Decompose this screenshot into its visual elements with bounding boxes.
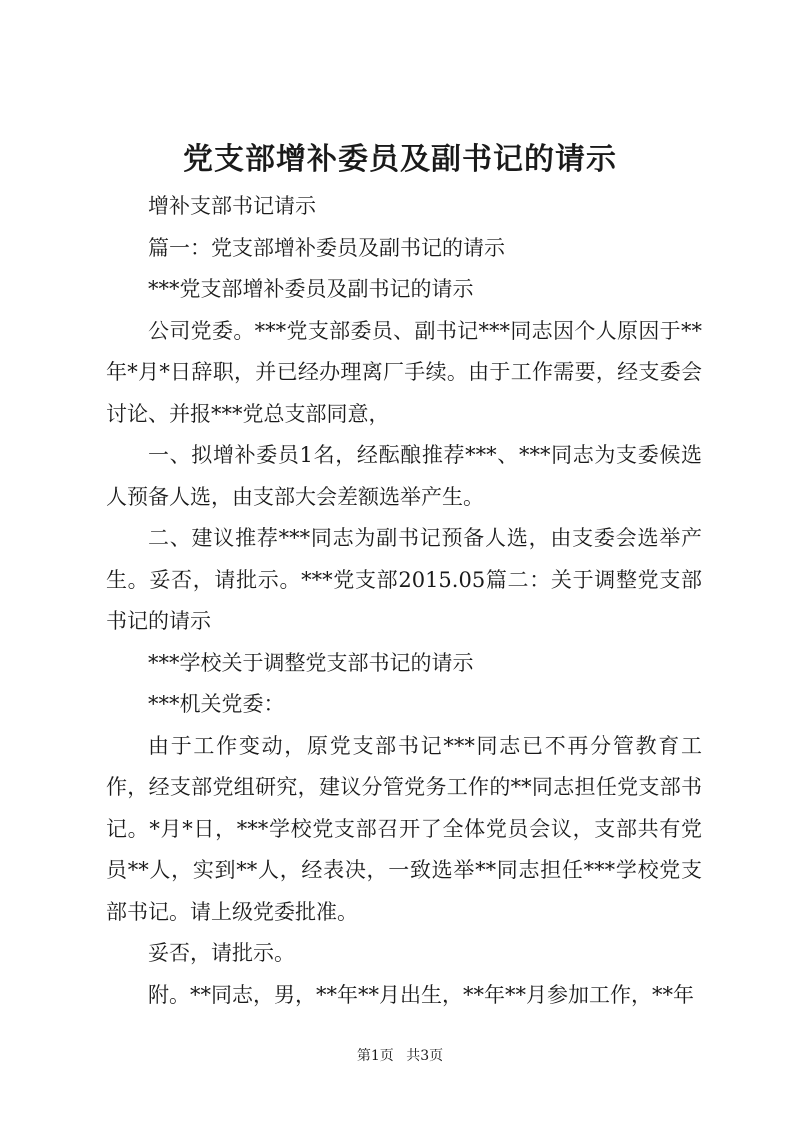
document-title: 党支部增补委员及副书记的请示 [183,142,617,177]
paragraph: 公司党委。***党支部委员、副书记***同志因个人原因于**年*月*日辞职，并已经办理离厂手续。由于工作需要，经支委会讨论、并报***党总支部同意， [106,318,702,426]
paragraph: 二、建议推荐***同志为副书记预备人选，由支委会选举产生。妥否，请批示。***党支部2015.05篇二：关于调整党支部书记的请示 [106,526,702,633]
paragraph: ***机关党委： [148,692,285,716]
paragraph: 增补支部书记请示 [148,194,316,218]
paragraph: 附。**同志，男，**年**月出生，**年**月参加工作，**年 [148,982,694,1007]
page-total: 共3页 [406,1048,444,1064]
paragraph: ***学校关于调整党支部书记的请示 [148,650,474,675]
paragraph: 由于工作变动，原党支部书记***同志已不再分管教育工作，经支部党组研究，建议分管党务工作的**同志担任党支部书记。*月*日，***学校党支部召开了全体党员会议，支部共有党员**人，实到**人，经表决，一致选举**同志担任***学校党支部书记。请上级党委批准。 [106,733,702,924]
page-footer [0,1046,800,1066]
paragraph: 篇一：党支部增补委员及副书记的请示 [148,235,505,260]
paragraph: 妥否，请批示。 [148,941,295,965]
paragraph: 一、拟增补委员1名，经酝酿推荐***、***同志为支委候选人预备人选，由支部大会差额选举产生。 [106,443,702,509]
document-body [106,186,702,1016]
paragraph: ***党支部增补委员及副书记的请示 [148,277,474,301]
page-number: 第1页 [356,1048,394,1064]
